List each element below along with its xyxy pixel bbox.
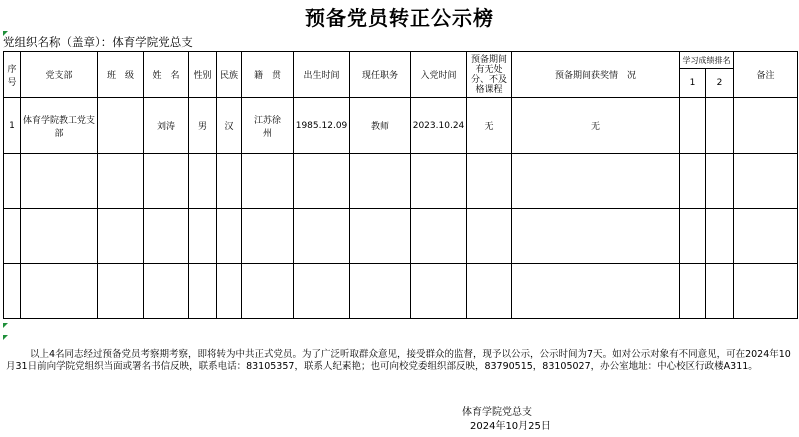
cell-name: 刘涛 bbox=[144, 98, 189, 154]
notice-paragraph: 以上4名同志经过预备党员考察期考察，即将转为中共正式党员。为了广泛听取群众意见，接受群众的监督，现予以公示，公示时间为7天。如对公示对象有不同意见，可在2024年10月31日前向学院党组织当面或署名书信反映，联系电话：83105357，联系人纪素艳；也可向校党委组织部反映，83790515，83105027，办公室地址：中心校区行政楼A311。 bbox=[6, 349, 791, 372]
cell-origin: 江苏徐州 bbox=[242, 98, 294, 154]
cell-marker-icon bbox=[3, 323, 8, 328]
cell-marker-icon bbox=[3, 335, 8, 340]
page-title: 预备党员转正公示榜 bbox=[305, 6, 494, 30]
cell-remark bbox=[734, 98, 798, 154]
header-gender: 性别 bbox=[189, 52, 217, 98]
header-branch: 党支部 bbox=[21, 52, 98, 98]
header-seq: 序号 bbox=[4, 52, 21, 98]
header-name: 姓 名 bbox=[144, 52, 189, 98]
org-line: 党组织名称（盖章）：体育学院党总支 bbox=[3, 35, 193, 49]
header-probation-check: 预备期间有无处分、不及格课程 bbox=[467, 52, 512, 98]
cell-class bbox=[98, 98, 144, 154]
cell-probation-check: 无 bbox=[467, 98, 512, 154]
cell-ethnicity: 汉 bbox=[217, 98, 242, 154]
cell-seq: 1 bbox=[4, 98, 21, 154]
header-birth: 出生时间 bbox=[294, 52, 350, 98]
notice-date: 2024年10月25日 bbox=[470, 421, 551, 432]
table-row bbox=[4, 264, 798, 319]
header-rank-1: 1 bbox=[680, 69, 706, 98]
cell-gender: 男 bbox=[189, 98, 217, 154]
cell-position: 教师 bbox=[350, 98, 411, 154]
header-rank-2: 2 bbox=[706, 69, 734, 98]
cell-join-date: 2023.10.24 bbox=[411, 98, 467, 154]
table-row bbox=[4, 98, 798, 154]
signature: 体育学院党总支 bbox=[462, 407, 532, 418]
header-ethnicity: 民族 bbox=[217, 52, 242, 98]
header-position: 现任职务 bbox=[350, 52, 411, 98]
table-row bbox=[4, 154, 798, 209]
header-origin: 籍 贯 bbox=[242, 52, 294, 98]
header-remark: 备注 bbox=[734, 52, 798, 98]
header-class: 班 级 bbox=[98, 52, 144, 98]
header-study-rank: 学习成绩排名 bbox=[680, 52, 734, 69]
cell-rank-2 bbox=[706, 98, 734, 154]
cell-branch: 体育学院教工党支部 bbox=[21, 98, 98, 154]
cell-awards: 无 bbox=[512, 98, 680, 154]
header-awards: 预备期间获奖情 况 bbox=[512, 52, 680, 98]
cell-marker-icon bbox=[3, 31, 8, 36]
candidate-table bbox=[3, 51, 798, 319]
cell-birth: 1985.12.09 bbox=[294, 98, 350, 154]
table-row bbox=[4, 209, 798, 264]
header-join-date: 入党时间 bbox=[411, 52, 467, 98]
cell-rank-1 bbox=[680, 98, 706, 154]
